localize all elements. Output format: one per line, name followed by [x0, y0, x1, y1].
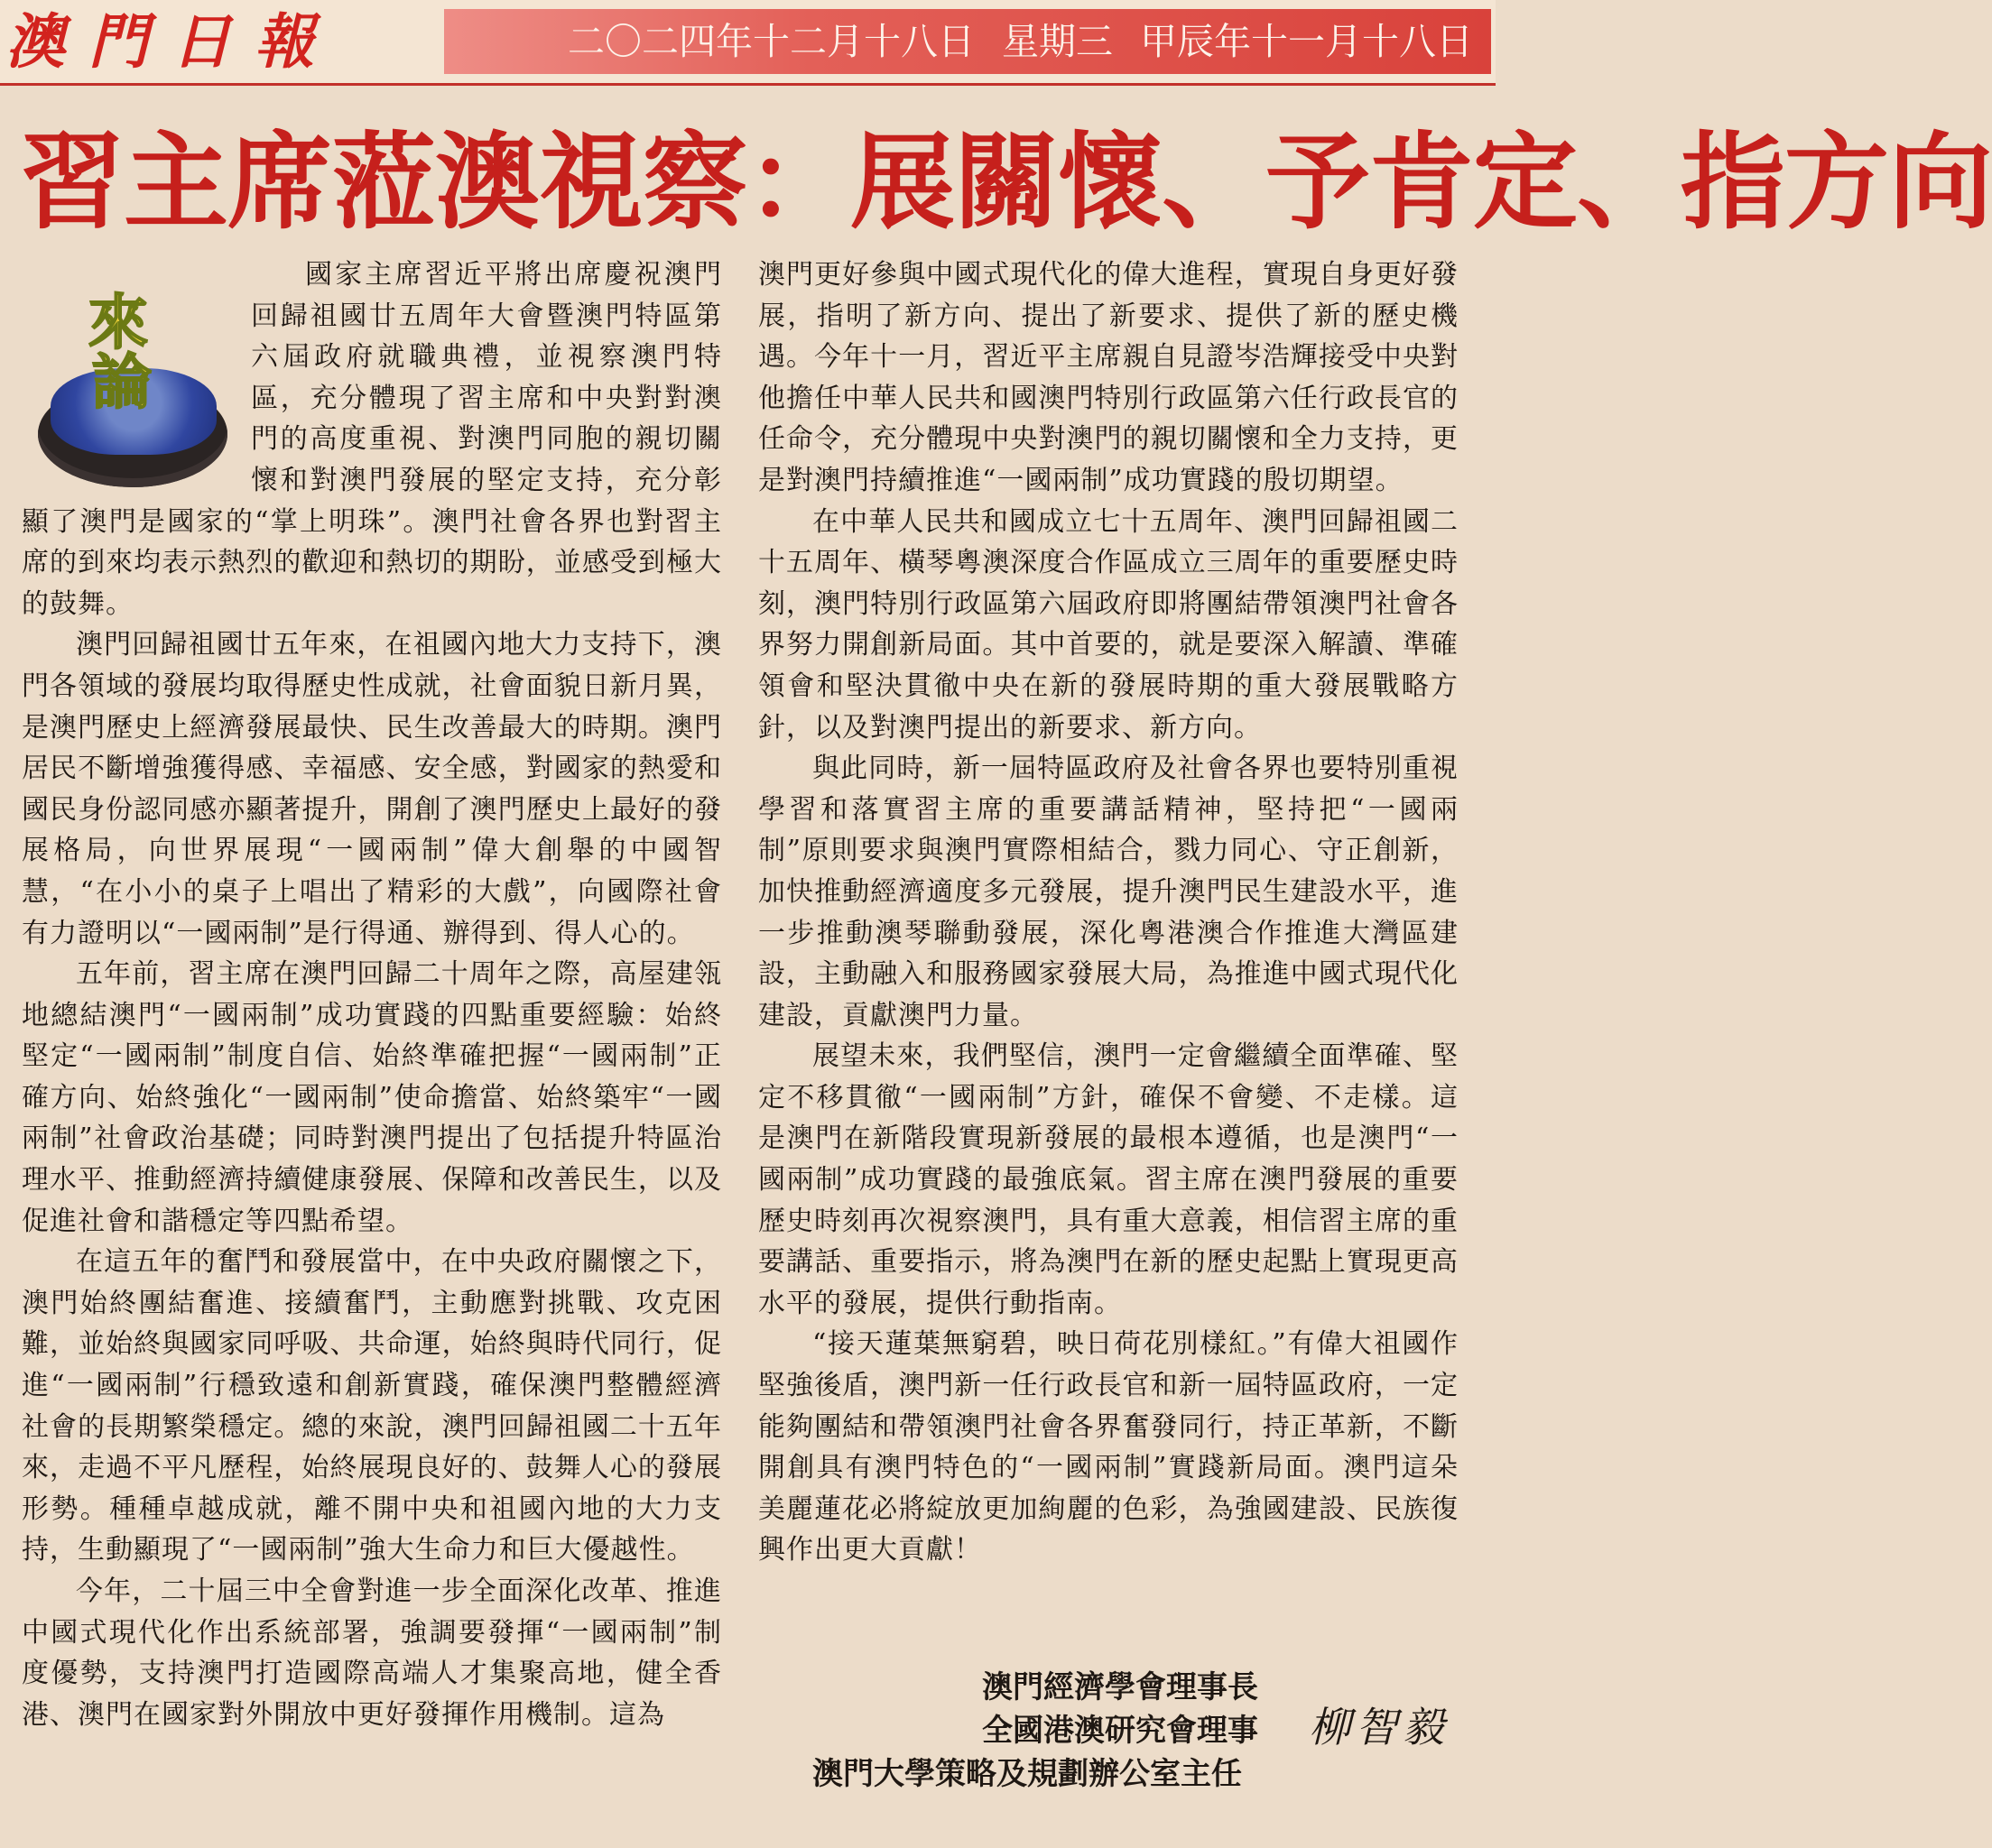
emblem-char-lun: 論	[92, 346, 153, 417]
paragraph: 在中華人民共和國成立七十五周年、澳門回歸祖國二十五周年、橫琴粵澳深度合作區成立三周年的重要歷史時刻，澳門特別行政區第六屆政府即將團結帶領澳門社會各界努力開創新局面。其中首要的，就是要深入解讀、準確領會和堅決貫徹中央在新的發展時期的重大發展戰略方針，以及對澳門提出的新要求、新方向。	[758, 505, 1459, 744]
date-band	[444, 9, 1491, 74]
discussion-crowd-icon	[18, 254, 235, 500]
masthead	[0, 0, 1496, 86]
paragraph: “接天蓮葉無窮碧，映日荷花別樣紅。”有偉大祖國作堅強後盾，澳門新一任行政長官和新一屆特區政府，一定能夠團結和帶領澳門社會各界奮發同行，持正革新，不斷開創具有澳門特色的“一國兩制”實踐新局面。澳門這朵美麗蓮花必將綻放更加絢麗的色彩，為強國建設、民族復興作出更大貢獻！	[758, 1328, 1459, 1566]
newspaper-logo: 澳門日報	[5, 6, 338, 77]
author-title-1: 澳門經濟學會理事長	[982, 1669, 1258, 1705]
paragraph: 與此同時，新一屆特區政府及社會各界也要特別重視學習和落實習主席的重要講話精神，堅持把“一國兩制”原則要求與澳門實際相結合，戮力同心、守正創新，加快推動經濟適度多元發展，提升澳門民生建設水平，進一步推動澳琴聯動發展，深化粵港澳合作推進大灣區建設，主動融入和服務國家發展大局，為推進中國式現代化建設，貢獻澳門力量。	[758, 753, 1459, 1031]
article-column-left	[22, 254, 722, 1735]
emblem-char-lai: 來	[88, 287, 149, 357]
paragraph: 在這五年的奮鬥和發展當中，在中央政府關懷之下，澳門始終團結奮進、接續奮鬥，主動應對挑戰、攻克困難，並始終與國家同呼吸、共命運，始終與時代同行，促進“一國兩制”行穩致遠和創新實踐，確保澳門整體經濟社會的長期繁榮穩定。總的來說，澳門回歸祖國二十五年來，走過不平凡歷程，始終展現良好的、鼓舞人心的發展形勢。種種卓越成就，離不開中央和祖國內地的大力支持，生動顯現了“一國兩制”強大生命力和巨大優越性。	[22, 1246, 722, 1566]
paragraph: 國家主席習近平將出席慶祝澳門回歸祖國廿五周年大會暨澳門特區第六屆政府就職典禮，並視察澳門特區，充分體現了習主席和中央對對澳門的高度重視、對澳門同胞的親切關懷和對澳門發展的堅定支持，充分彰顯了澳門是國家的“掌上明珠”。澳門社會各界也對習主席的到來均表示熱烈的歡迎和熱切的期盼，並感受到極大的鼓舞。	[22, 259, 722, 620]
paragraph: 澳門回歸祖國廿五年來，在祖國內地大力支持下，澳門各領域的發展均取得歷史性成就，社會面貌日新月異，是澳門歷史上經濟發展最快、民生改善最大的時期。澳門居民不斷增強獲得感、幸福感、安全感，對國家的熱愛和國民身份認同感亦顯著提升，開創了澳門歷史上最好的發展格局，向世界展現“一國兩制”偉大創舉的中國智慧，“在小小的桌子上唱出了精彩的大戲”，向國際社會有力證明以“一國兩制”是行得通、辦得到、得人心的。	[22, 629, 722, 949]
author-title-2: 全國港澳研究會理事	[982, 1713, 1258, 1749]
publication-date: 二〇二四年十二月十八日	[568, 20, 975, 63]
article-column-right	[758, 254, 1459, 1571]
paragraph: 今年，二十屆三中全會對進一步全面深化改革、推進中國式現代化作出系統部署，強調要發揮“一國兩制”制度優勢，支持澳門打造國際高端人才集聚高地，健全香港、澳門在國家對外開放中更好發揮作用機制。這為	[22, 1575, 722, 1731]
paragraph: 展望未來，我們堅信，澳門一定會繼續全面準確、堅定不移貫徹“一國兩制”方針，確保不會變、不走樣。這是澳門在新階段實現新發展的最根本遵循，也是澳門“一國兩制”成功實踐的最強底氣。習主席在澳門發展的重要歷史時刻再次視察澳門，具有重大意義，相信習主席的重要講話、重要指示，將為澳門在新的歷史起點上實現更高水平的發展，提供行動指南。	[758, 1040, 1459, 1319]
weekday: 星期三	[1002, 20, 1113, 63]
author-name: 柳智毅	[1309, 1703, 1450, 1751]
lunar-date: 甲辰年十一月十八日	[1140, 20, 1473, 63]
paragraph-continued: 澳門更好參與中國式現代化的偉大進程，實現自身更好發展，指明了新方向、提出了新要求、提供了新的歷史機遇。今年十一月，習近平主席親自見證岑浩輝接受中央對他擔任中華人民共和國澳門特別行政區第六任行政長官的任命令，充分體現中央對澳門的親切關懷和全力支持，更是對澳門持續推進“一國兩制”成功實踐的殷切期望。	[758, 259, 1459, 496]
paragraph: 五年前，習主席在澳門回歸二十周年之際，高屋建瓴地總結澳門“一國兩制”成功實踐的四點重要經驗：始終堅定“一國兩制”制度自信、始終準確把握“一國兩制”正確方向、始終強化“一國兩制”使命擔當、始終築牢“一國兩制”社會政治基礎；同時對澳門提出了包括提升特區治理水平、推動經濟持續健康發展、保障和改善民生，以及促進社會和諧穩定等四點希望。	[22, 958, 722, 1237]
article-headline: 習主席蒞澳視察：展關懷、予肯定、指方向	[20, 122, 1992, 244]
author-title-3: 澳門大學策略及規劃辦公室主任	[812, 1756, 1242, 1792]
